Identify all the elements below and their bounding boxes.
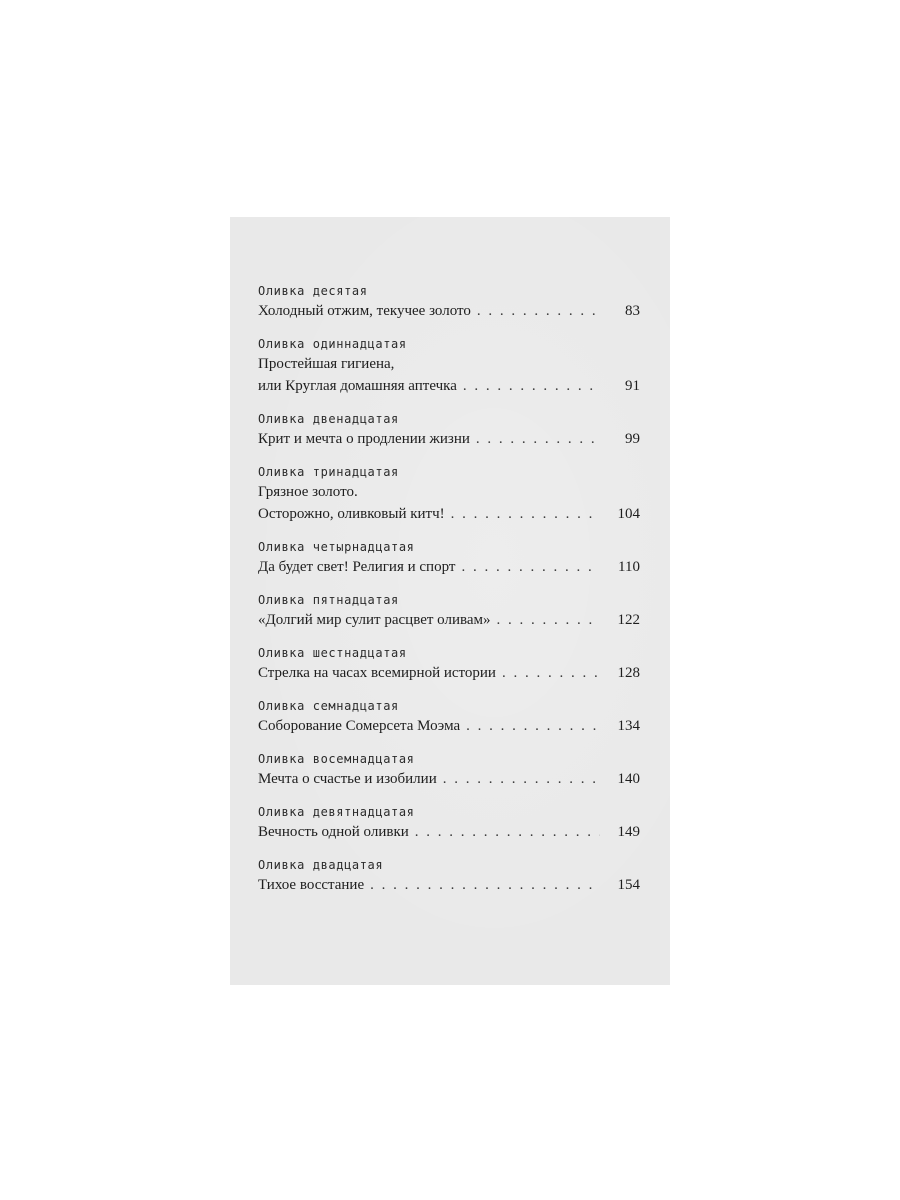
toc-entry [258,645,640,684]
page-number: 110 [618,559,640,575]
page-number: 149 [617,824,640,840]
toc-entry [258,539,640,578]
page-number: 140 [617,771,640,787]
toc-line [258,375,640,397]
dot-leader [502,662,600,684]
chapter-title: Стрелка на часах всемирной истории [258,665,496,681]
toc-entry [258,464,640,525]
table-of-contents [258,283,640,910]
chapter-heading: Оливка шестнадцатая [258,646,407,660]
toc-entry [258,804,640,843]
page-number: 154 [617,877,640,893]
chapter-title: Холодный отжим, текучее золото [258,303,471,319]
chapter-heading: Оливка семнадцатая [258,699,399,713]
chapter-title: Соборование Сомерсета Моэма [258,718,461,734]
chapter-heading: Оливка пятнадцатая [258,593,399,607]
chapter-heading: Оливка двенадцатая [258,412,399,426]
chapter-heading: Оливка восемнадцатая [258,752,415,766]
toc-line [258,556,640,578]
page-number: 122 [617,612,640,628]
dot-leader [370,874,600,896]
toc-entry [258,592,640,631]
page-number: 99 [625,431,640,447]
dot-leader [497,609,600,631]
chapter-heading: Оливка тринадцатая [258,465,399,479]
dot-leader [476,428,600,450]
dot-leader [463,375,600,397]
chapter-title: Мечта о счастье и изобилии [258,771,437,787]
chapter-heading: Оливка девятнадцатая [258,805,415,819]
chapter-title: или Круглая домашняя аптечка [258,378,457,394]
toc-entry [258,857,640,896]
toc-entry [258,283,640,322]
dot-leader [451,503,600,525]
chapter-title: Вечность одной оливки [258,824,409,840]
toc-line [258,609,640,631]
chapter-title: Осторожно, оливковый китч! [258,506,445,522]
toc-entry [258,411,640,450]
dot-leader [415,821,600,843]
toc-line [258,428,640,450]
chapter-title-line: Простейшая гигиена, [258,356,395,372]
toc-line [258,768,640,790]
dot-leader [477,300,600,322]
chapter-heading: Оливка двадцатая [258,858,384,872]
chapter-title-line: Грязное золото. [258,484,358,500]
toc-line [258,821,640,843]
page-number: 134 [617,718,640,734]
toc-line [258,715,640,737]
book-page [230,217,670,985]
toc-line [258,662,640,684]
dot-leader [461,556,600,578]
toc-entry [258,751,640,790]
dot-leader [443,768,600,790]
toc-line [258,874,640,896]
chapter-title: Тихое восстание [258,877,365,893]
toc-line [258,300,640,322]
toc-entry [258,336,640,397]
toc-entry [258,698,640,737]
chapter-heading: Оливка десятая [258,284,368,298]
chapter-title: Крит и мечта о продлении жизни [258,431,470,447]
chapter-heading: Оливка четырнадцатая [258,540,415,554]
dot-leader [466,715,600,737]
toc-line [258,503,640,525]
chapter-heading: Оливка одиннадцатая [258,337,407,351]
page-number: 83 [625,303,640,319]
chapter-title: «Долгий мир сулит расцвет оливам» [258,612,491,628]
chapter-title: Да будет свет! Религия и спорт [258,559,456,575]
page-number: 91 [625,378,640,394]
page-number: 128 [617,665,640,681]
page-number: 104 [617,506,640,522]
